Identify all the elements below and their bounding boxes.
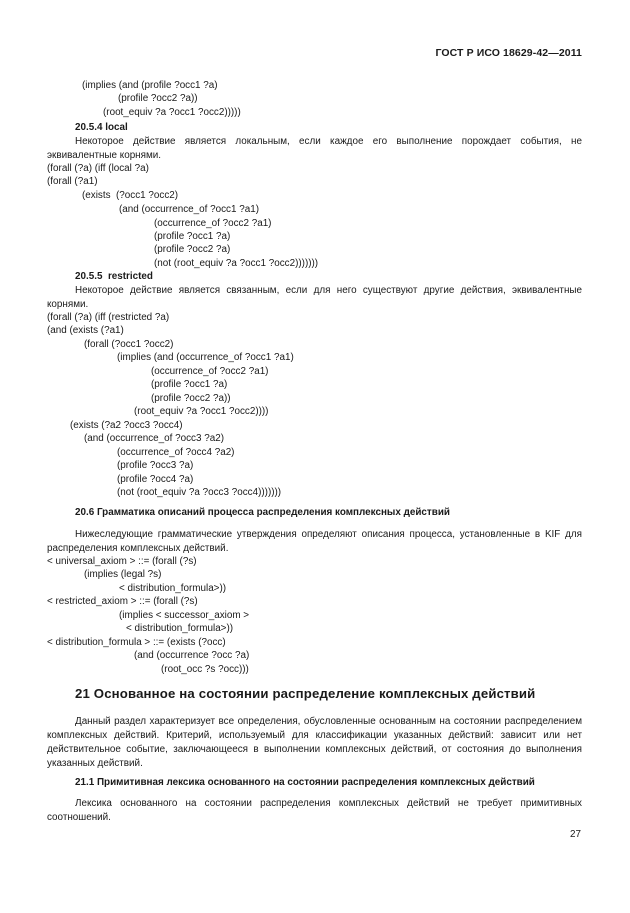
document-header: ГОСТ Р ИСО 18629-42—2011 <box>435 47 582 59</box>
code-line: (root_equiv ?a ?occ1 ?occ2)))) <box>134 406 269 417</box>
code-line: (not (root_equiv ?a ?occ1 ?occ2))))))) <box>154 258 319 269</box>
code-line: (forall (?occ1 ?occ2) <box>84 339 174 350</box>
code-line: (profile ?occ1 ?a) <box>151 379 228 390</box>
code-line: (exists (?a2 ?occ3 ?occ4) <box>70 420 183 431</box>
code-line: (profile ?occ1 ?a) <box>154 231 231 242</box>
code-line: (profile ?occ4 ?a) <box>117 474 194 485</box>
code-line: (implies (legal ?s) <box>84 569 162 580</box>
code-line: (exists (?occ1 ?occ2) <box>82 190 179 201</box>
code-line: (not (root_equiv ?a ?occ3 ?occ4))))))) <box>117 487 282 498</box>
page-number: 27 <box>570 829 581 840</box>
code-line: (implies (and (profile ?occ1 ?a) <box>82 80 218 91</box>
code-line: (profile ?occ2 ?a)) <box>118 93 198 104</box>
code-line: < distribution_formula>)) <box>126 623 234 634</box>
code-line: < distribution_formula>)) <box>119 583 227 594</box>
section-paragraph: Данный раздел характеризует все определения, обусловленные основанным на состоянии распределением комплексных действий. Критерий, используемый для классификации указанных действий: зависит или нет действительное событие, заключающееся в выполнении комплексных действий, от состояния до выполнения указанных действий. <box>47 716 582 769</box>
section-paragraph: Некоторое действие является локальным, если каждое его выполнение порождает события, не эквивалентные корнями. <box>47 136 582 161</box>
code-line: (occurrence_of ?occ2 ?a1) <box>154 218 272 229</box>
code-line: (root_occ ?s ?occ))) <box>161 664 249 675</box>
code-line: (implies < successor_axiom > <box>119 610 250 621</box>
code-line: (and (exists (?a1) <box>47 325 124 336</box>
code-line: (forall (?a1) <box>47 176 98 187</box>
section-heading-20-5-5: 20.5.5 restricted <box>75 271 153 282</box>
code-line: (forall (?a) (iff (restricted ?a) <box>47 312 170 323</box>
code-line: (profile ?occ2 ?a)) <box>151 393 231 404</box>
code-line: (forall (?a) (iff (local ?a) <box>47 163 149 174</box>
code-line: (root_equiv ?a ?occ1 ?occ2))))) <box>103 107 241 118</box>
section-heading-20-6: 20.6 Грамматика описаний процесса распределения комплексных действий <box>75 507 450 518</box>
section-paragraph: Некоторое действие является связанным, если для него существуют другие действия, эквивалентные корнями. <box>47 285 582 310</box>
chapter-heading-21: 21 Основанное на состоянии распределение комплексных действий <box>75 686 536 701</box>
section-paragraph: Нижеследующие грамматические утверждения определяют описания процесса, установленные в KIF для распределения комплексных действий. <box>47 529 582 554</box>
code-line: < distribution_formula > ::= (exists (?occ) <box>47 637 226 648</box>
code-line: (and (occurrence ?occ ?a) <box>134 650 250 661</box>
code-line: (profile ?occ3 ?a) <box>117 460 194 471</box>
code-line: (occurrence_of ?occ2 ?a1) <box>151 366 269 377</box>
section-heading-21-1: 21.1 Примитивная лексика основанного на состоянии распределения комплексных действий <box>75 777 535 788</box>
section-paragraph: Лексика основанного на состоянии распределения комплексных действий не требует примитивных соотношений. <box>47 798 582 823</box>
code-line: < universal_axiom > ::= (forall (?s) <box>47 556 197 567</box>
code-line: (profile ?occ2 ?a) <box>154 244 231 255</box>
code-line: < restricted_axiom > ::= (forall (?s) <box>47 596 198 607</box>
section-heading-20-5-4: 20.5.4 local <box>75 122 128 133</box>
code-line: (and (occurrence_of ?occ3 ?a2) <box>84 433 224 444</box>
code-line: (and (occurrence_of ?occ1 ?a1) <box>119 204 259 215</box>
code-line: (implies (and (occurrence_of ?occ1 ?a1) <box>117 352 294 363</box>
code-line: (occurrence_of ?occ4 ?a2) <box>117 447 235 458</box>
